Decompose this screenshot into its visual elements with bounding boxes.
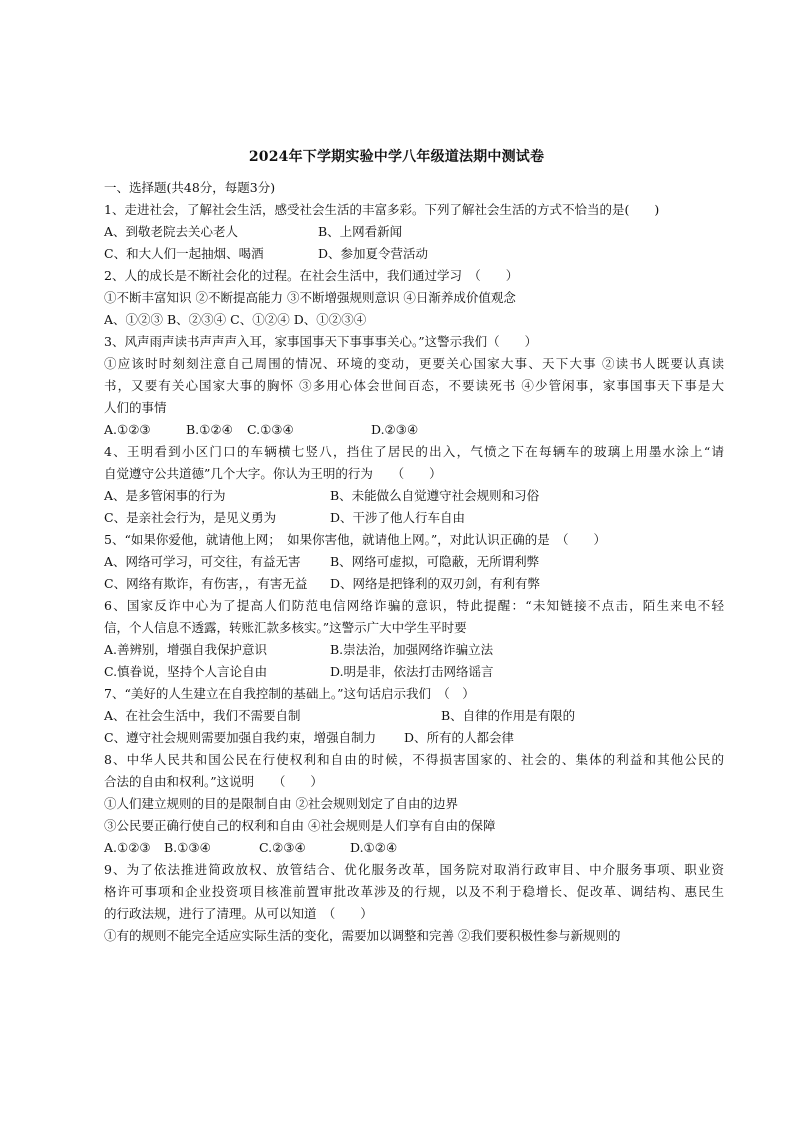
- question-9-stem-line-2: 格许可事项和企业投资项目核准前置审批改革涉及的行规，以及不利于稳增长、促改革、调结构、惠民生: [104, 884, 724, 899]
- question-8-option-b: B.①③④: [164, 840, 211, 855]
- question-6-option-a: A.善辨别，增强自我保护意识: [104, 642, 268, 657]
- question-2-stem: 2、人的成长是不断社会化的过程。在社会生活中，我们通过学习 （ ）: [104, 268, 519, 283]
- question-5-option-c: C、网络有欺诈，有伤害，，有害无益: [104, 576, 308, 591]
- question-1-option-c: C、和大人们一起抽烟、喝酒: [104, 246, 264, 261]
- question-8-stem-line-2: 合法的自由和权利。”这说明 （ ）: [104, 774, 323, 789]
- question-6-option-d: D.明是非，依法打击网络谣言: [330, 664, 494, 679]
- question-6-options-row-2: [104, 661, 724, 683]
- question-3-option-d: D.②③④: [371, 422, 419, 437]
- question-7-option-d: D、所有的人都会律: [404, 730, 515, 745]
- question-4-options-row-2: [104, 507, 724, 529]
- question-6-option-b: B.崇法治，加强网络诈骗立法: [330, 642, 494, 657]
- exam-title: 2024年下学期实验中学八年级道法期中测试卷: [248, 149, 545, 165]
- question-1-stem: 1、走进社会，了解社会生活，感受社会生活的丰富多彩。下列了解社会生活的方式不恰当的是( ): [104, 202, 660, 217]
- question-8-items-line-1: ①人们建立规则的目的是限制自由 ②社会规则划定了自由的边界: [104, 796, 458, 811]
- question-3-text-line-3: 人们的事情: [104, 400, 167, 415]
- question-4-options-row-1: [104, 485, 724, 507]
- question-6-stem-line-2: 信，个人信息不透露，转账汇款多核实。”这警示广大中学生平时要: [104, 620, 467, 635]
- question-4-option-b: B、未能做么自觉遵守社会规则和习俗: [330, 488, 540, 503]
- question-3-text-line-2: 书，又要有关心国家大事的胸怀 ③多用心体会世间百态，不要读死书 ④少管闲事，家事国事天下事是大: [104, 378, 724, 393]
- question-4-option-c: C、是亲社会行为，是见义勇为: [104, 510, 277, 525]
- question-8-options: [104, 837, 724, 859]
- question-5-option-b: B、网络可虚拟，可隐蔽，无所谓利弊: [330, 554, 540, 569]
- question-9-stem-line-3: 的行政法规，进行了清理。从可以知道 （ ）: [104, 906, 373, 921]
- question-1-option-d: D、参加夏令营活动: [318, 246, 429, 261]
- question-7-options-row-2: [104, 727, 724, 749]
- question-5-options-row-1: [104, 551, 724, 573]
- question-7-option-a: A、在社会生活中，我们不需要自制: [104, 708, 301, 723]
- question-3-option-c: C.①③④: [247, 422, 294, 437]
- question-9-items-line-1: ①有的规则不能完全适应实际生活的变化，需要加以调整和完善 ②我们要积极性参与新规则的: [104, 928, 621, 943]
- question-1-options-row-1: [104, 221, 724, 243]
- question-5-option-a: A、网络可学习，可交往，有益无害: [104, 554, 301, 569]
- question-5-stem: 5、“如果你爱他，就请他上网； 如果你害他，就请他上网。”，对此认识正确的是 （ ）: [104, 532, 606, 547]
- question-3-option-b: B.①②④: [186, 422, 233, 437]
- question-8-option-a: A.①②③: [104, 840, 151, 855]
- question-4-stem-line-1: 4、王明看到小区门口的车辆横七竖八，挡住了居民的出入，气愤之下在每辆车的玻璃上用墨水涂上“请: [104, 444, 724, 459]
- question-2-items: ①不断丰富知识 ②不断提高能力 ③不断增强规则意识 ④日渐养成价值观念: [104, 290, 516, 305]
- question-1-options-row-2: [104, 243, 724, 265]
- question-2-options: A、①②③ B、②③④ C、①②④ D、①②③④: [104, 312, 367, 327]
- section-heading: 一、选择题(共48分，每题3分): [104, 180, 276, 195]
- question-8-stem-line-1: 8、中华人民共和国公民在行使权利和自由的时候，不得损害国家的、社会的、集体的利益和其他公民的: [104, 752, 724, 767]
- question-3-stem: 3、风声雨声读书声声声入耳，家事国事天下事事事关心。”这警示我们（ ）: [104, 334, 538, 349]
- question-7-option-b: B、自律的作用是有限的: [441, 708, 576, 723]
- question-8-option-d: D.①②④: [350, 840, 398, 855]
- question-7-options-row-1: [104, 705, 724, 727]
- question-4-option-d: D、干涉了他人行车自由: [330, 510, 466, 525]
- question-6-stem-line-1: 6、国家反诈中心为了提高人们防范电信网络诈骗的意识，特此提醒：“未知链接不点击，陌生来电不轻: [104, 598, 724, 613]
- question-9-stem-line-1: 9、为了依法推进简政放权、放管结合、优化服务改革，国务院对取消行政审目、中介服务事项、职业资: [104, 862, 724, 877]
- question-1-option-a: A、到敬老院去关心老人: [104, 224, 239, 239]
- question-4-stem-line-2: 自觉遵守公共道德”几个大字。你认为王明的行为 （ ）: [104, 466, 442, 481]
- question-5-option-d: D、网络是把锋利的双刃剑，有利有弊: [330, 576, 541, 591]
- question-4-option-a: A、是多管闲事的行为: [104, 488, 226, 503]
- question-8-items-line-2: ③公民要正确行使自己的权利和自由 ④社会规则是人们享有自由的保障: [104, 818, 496, 833]
- question-3-option-a: A.①②③: [104, 422, 151, 437]
- question-3-options: [104, 419, 724, 441]
- question-8-option-c: C.②③④: [259, 840, 306, 855]
- exam-content: [104, 177, 724, 947]
- question-7-stem: 7、“美好的人生建立在自我控制的基础上。”这句话启示我们 （ ）: [104, 686, 475, 701]
- question-3-text-line-1: ①应该时时刻刻注意自己周围的情况、环境的变动，更要关心国家大事、天下大事 ②读书人既要认真读: [104, 356, 724, 371]
- question-6-option-c: C.慎眷说，坚持个人言论自由: [104, 664, 268, 679]
- question-6-options-row-1: [104, 639, 724, 661]
- question-7-option-c: C、遵守社会规则需要加强自我约束，增强自制力: [104, 730, 377, 745]
- question-1-option-b: B、上网看新闻: [318, 224, 403, 239]
- question-5-options-row-2: [104, 573, 724, 595]
